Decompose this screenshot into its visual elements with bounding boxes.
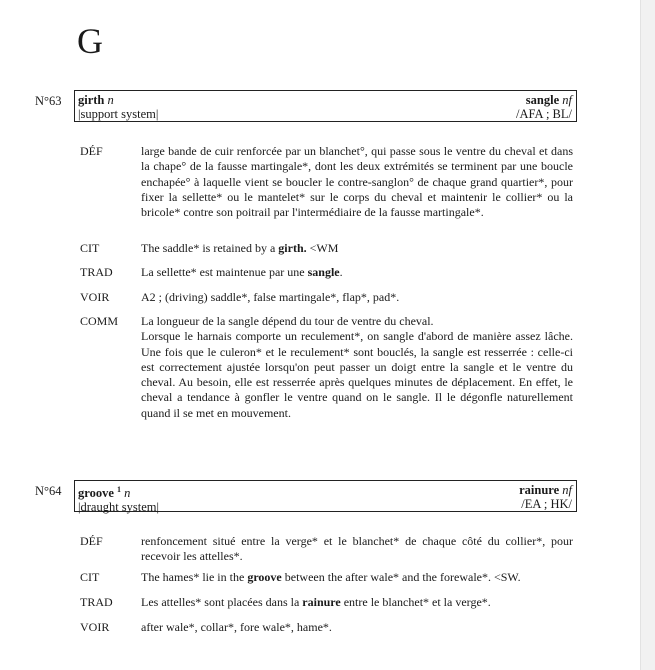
- domain-label: |support system|: [78, 107, 159, 121]
- trad-term: sangle: [307, 265, 340, 279]
- en-pos: n: [107, 93, 114, 107]
- trad-label: TRAD: [80, 595, 113, 609]
- page-edge: [640, 0, 655, 670]
- def-text: renfoncement situé entre la verge* et le blanchet* de chaque côté du collier*, pour recevoir les attelles*.: [141, 534, 573, 564]
- cit-text: [141, 570, 573, 585]
- fr-term: sangle: [525, 93, 560, 107]
- voir-label: VOIR: [80, 290, 110, 304]
- trad-term: rainure: [302, 595, 341, 609]
- fr-pos: nf: [562, 93, 572, 107]
- fr-term-block: [516, 93, 572, 121]
- cit-term: girth.: [278, 241, 307, 255]
- fr-pos: nf: [562, 483, 572, 497]
- section-letter: G: [77, 21, 103, 61]
- entry-number: N°63: [35, 94, 62, 108]
- entry-header-box: [74, 480, 577, 515]
- homonym-number: 1: [117, 485, 121, 494]
- cit-before: The saddle* is retained by a: [141, 241, 279, 255]
- def-label: DÉF: [80, 144, 103, 158]
- def-text: large bande de cuir renforcée par un blanchet°, qui passe sous le ventre du cheval et dans la chape° de la fausse martingale*, dont les deux extrémités se terminent par une boucle enchapée° à laquelle vient se boucler le contre-sanglon° de chaque grand quartier*, pour fixer la sellette* ou le mantelet* sur le corps du cheval et maintenir le collier* ou la bricole* contre son poitrail par l'intermédiaire de la fausse martingale*.: [141, 144, 573, 220]
- comm-paragraph-2: Lorsque le harnais comporte un reculement*, on sangle d'abord de manière assez lâche. Une fois que le culeron* et le reculement* sont bouclés, la sangle est resserrée : celle-ci est correctement ajustée lorsqu'on peut passer un doigt entre la sangle et le ventre du cheval. Au besoin, elle est resserrée après quelques minutes de déplacement. En effet, le cheval a tendance à gonfler le ventre quand on le sangle. Il le dégonfle naturellement quand il se met en mouvement.: [141, 329, 573, 420]
- def-label: DÉF: [80, 534, 103, 548]
- trad-before: Les attelles* sont placées dans la: [141, 595, 303, 609]
- en-term: groove: [78, 486, 114, 501]
- cit-before: The hames* lie in the: [141, 570, 248, 584]
- entry-number: N°64: [35, 484, 62, 498]
- en-term-block: [78, 93, 158, 121]
- sources-label: /AFA ; BL/: [515, 107, 572, 121]
- en-term: girth: [78, 93, 105, 107]
- trad-label: TRAD: [80, 265, 113, 279]
- en-term-block: [78, 483, 159, 514]
- trad-text: [141, 265, 573, 280]
- fr-term: rainure: [519, 483, 560, 497]
- entry-header-box: [74, 90, 577, 122]
- comm-text: [141, 314, 573, 421]
- trad-after: .: [339, 265, 343, 279]
- trad-before: La sellette* est maintenue par une: [141, 265, 308, 279]
- cit-label: CIT: [80, 570, 100, 584]
- cit-label: CIT: [80, 241, 100, 255]
- cit-after: <WM: [306, 241, 339, 255]
- voir-text: A2 ; (driving) saddle*, false martingale*, flap*, pad*.: [141, 290, 400, 304]
- cit-after: between the after wale* and the forewale*. <SW.: [281, 570, 521, 584]
- trad-after: entre le blanchet* et la verge*.: [340, 595, 491, 609]
- domain-label: |draught system|: [78, 500, 160, 515]
- en-pos: n: [124, 486, 131, 501]
- sources-label: /EA ; HK/: [521, 497, 572, 511]
- voir-label: VOIR: [80, 620, 110, 634]
- cit-text: [141, 241, 573, 256]
- comm-label: COMM: [80, 314, 119, 328]
- comm-paragraph-1: La longueur de la sangle dépend du tour de ventre du cheval.: [141, 314, 434, 328]
- trad-text: [141, 595, 573, 610]
- cit-term: groove: [247, 570, 282, 584]
- voir-text: after wale*, collar*, fore wale*, hame*.: [141, 620, 332, 634]
- fr-term-block: [519, 483, 572, 511]
